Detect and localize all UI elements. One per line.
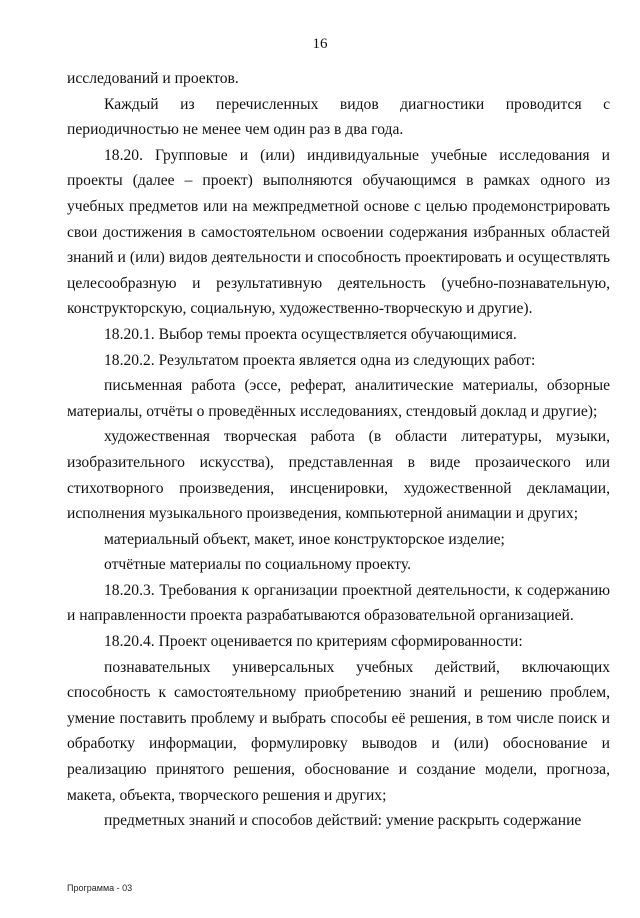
paragraph: 18.20.1. Выбор темы проекта осуществляется обучающимися. (104, 325, 517, 343)
paragraph: отчётные материалы по социальному проекту. (104, 556, 411, 574)
paragraph: познавательных универсальных учебных действий, включающих способность к самостоятельному приобретению знаний и решению проблем, умение поставить проблему и выбрать способы её решения, в том числе поиск и обработку информации, формулировку выводов и (или) обоснование и реализацию принятого решения, обоснование и создание модели, прогноза, макета, объекта, творческого решения и других; (67, 658, 610, 804)
paragraph: 18.20.2. Результатом проекта является одна из следующих работ: (104, 351, 536, 369)
paragraph: 18.20.3. Требования к организации проектной деятельности, к содержанию и направленности проекта разрабатываются образовательной организацией. (67, 581, 610, 625)
paragraph: 18.20.4. Проект оценивается по критериям сформированности: (104, 633, 523, 651)
paragraph: исследований и проектов. (67, 70, 239, 87)
paragraph: материальный объект, макет, иное конструкторское изделие; (104, 530, 505, 548)
paragraph: художественная творческая работа (в области литературы, музыки, изобразительного искусства), представленная в виде прозаического или стихотворного произведения, инсценировки, художественной декламации, исполнения музыкального произведения, компьютерной анимации и других; (67, 428, 610, 523)
paragraph: Каждый из перечисленных видов диагностики проводится с периодичностью не менее чем один раз в два года. (67, 95, 610, 139)
page-number: 16 (312, 36, 328, 52)
paragraph: 18.20. Групповые и (или) индивидуальные учебные исследования и проекты (далее – проект) выполняются обучающимся в рамках одного из учебных предметов или на межпредметной основе с целью продемонстрировать свои достижения в самостоятельном освоении содержания избранных областей знаний и (или) видов деятельности и способность проектировать и осуществлять целесообразную и результативную деятельность (учебно-познавательную, конструкторскую, социальную, художественно-творческую и другие). (67, 146, 610, 318)
paragraph: письменная работа (эссе, реферат, аналитические материалы, обзорные материалы, отчёты о проведённых исследованиях, стендовый доклад и другие); (67, 377, 610, 420)
footer-program-code: Программа - 03 (67, 883, 133, 893)
body-text (67, 66, 610, 834)
paragraph: предметных знаний и способов действий: умение раскрыть содержание (104, 812, 582, 830)
